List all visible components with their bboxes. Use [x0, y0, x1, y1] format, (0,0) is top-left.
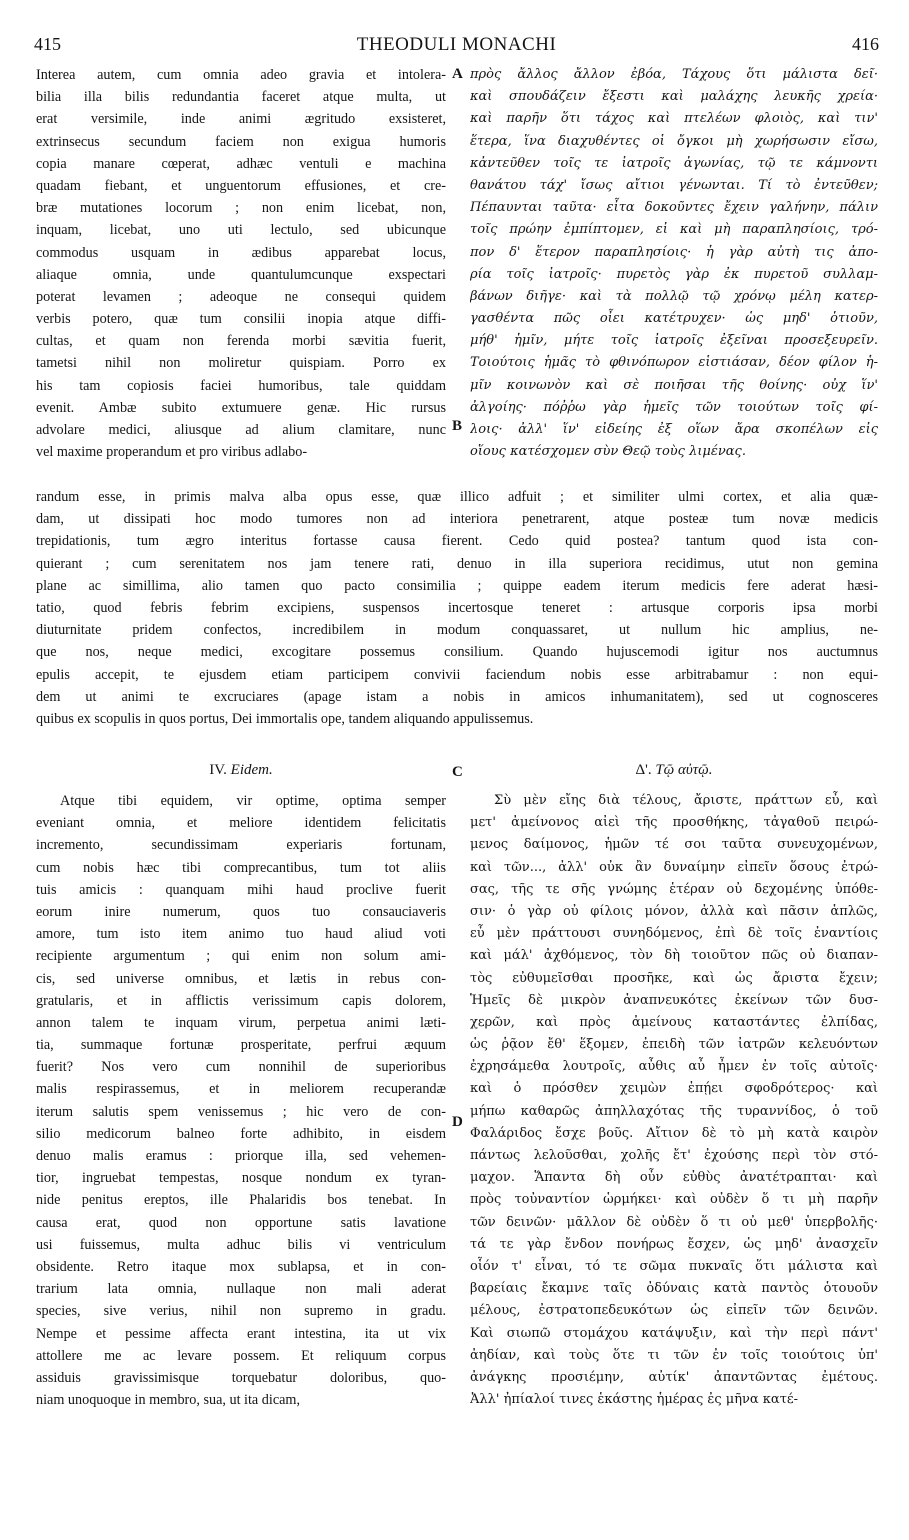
page-number-right: 416	[852, 34, 879, 54]
text-line: trepidationis, tum ægro interitus fortasse causa fierent. Cedo quid postea? tantum quod ista con-	[36, 533, 878, 550]
latin-column-bottom	[36, 790, 446, 1411]
text-line: extrinsecus secundum faciem non exigua humoris	[36, 133, 446, 150]
text-line: τὸς εὐθυμεῖσθαι προσῆκε, καὶ ὡς ἄριστα ἔχειν;	[470, 970, 878, 986]
text-line: ἕτερα, ἵνα διαχυθέντες οἱ ὄγκοι μὴ χωρήσωσιν εἴσω,	[470, 133, 878, 149]
running-title: THEODULI MONACHI	[356, 34, 557, 55]
text-line: καὶ παρῆν ὅτι τάχος καὶ πτελέων φλοιὸς, καὶ τιν'	[470, 111, 878, 127]
greek-column-bottom	[470, 790, 878, 1411]
text-line: Σὺ μὲν εἴης διὰ τέλους, ἄριστε, πράττων εὖ, καὶ	[494, 793, 878, 808]
letter-number-greek: Δ'.	[635, 762, 652, 778]
text-line: annon talem te inquam virum, perpetua animi læti-	[36, 1014, 446, 1031]
text-line: quibus ex scopulis in quos portus, Dei immortalis ope, tandem aliquando appulissemus.	[36, 710, 534, 727]
text-line: πάντως λελοῦσθαι, χολῆς ἔτ' ἐχούσης περὶ τὸν στό-	[470, 1148, 878, 1163]
text-line: πρὸς ἄλλος ἄλλον ἐβόα, Τάχους ὅτι μάλιστα δεῖ·	[470, 67, 878, 82]
text-line: poterat levamen ; adeoque ne consequi quidem	[36, 288, 446, 305]
text-line: τῶν δεινῶν· μᾶλλον δὲ οὐδὲν ὅ τι οὐ μεθ' ὑπερβολῆς·	[470, 1214, 878, 1230]
text-line: species, sive verius, nihil non supremo in gradu.	[36, 1303, 446, 1320]
text-line: μαχον. Ἅπαντα δὴ οὖν εὐθὺς ἀνατέτραπται· καὶ	[470, 1170, 878, 1186]
running-header	[34, 34, 879, 60]
text-line: obsidente. Retro itaque mox sublapsa, et in con-	[36, 1258, 446, 1275]
text-line: tametsi nihil non moliretur quispiam. Porro ex	[36, 355, 446, 372]
text-line: iterum salutis spem venissemus ; hic vero de con-	[36, 1103, 446, 1120]
text-line: amore, tum isto item animo tuo haud aliud voti	[36, 926, 446, 943]
text-line: nide penitus ereptos, ille Phalaridis bos tenebat. In	[36, 1192, 446, 1209]
text-line: que nos, neque medici, excogitare possemus consilium. Quando hujuscemodi igitur nos auctumnus	[36, 644, 878, 661]
latin-fullwidth-paragraph	[36, 486, 878, 730]
letter-addressee-latin: Eidem.	[230, 762, 273, 778]
text-line: dam, ut dissipati hoc modo tumores non ad interiora penetrarent, atque posteæ tum novæ medicis	[36, 511, 878, 528]
text-line: μῖν κοινωνὸν καὶ σὲ ποιῆσαι τῆς θοίνης· οὐχ ἵν'	[470, 377, 878, 393]
text-line: recipiente argumentum ; qui enim non solum ami-	[36, 948, 446, 965]
text-line: commodus usquam in ædibus apparebat locus,	[36, 244, 446, 261]
text-line: denuo malis eramus : priorque illa, sed vehemen-	[36, 1148, 446, 1164]
text-line: Ἡμεῖς δὲ μικρὸν ἀναπνευκότες ἐκείνων τῶν δυσ-	[470, 992, 878, 1008]
text-line: causa erat, quod non opportune satis lavatione	[36, 1214, 446, 1231]
text-line: Καὶ σιωπῶ στομάχου κατάψυξιν, καὶ τὴν περὶ πάντ'	[470, 1325, 878, 1341]
text-line: quierant ; cum serenitatem nos jam tenere rati, denuo in illa superiora recidimus, utut non gemina	[36, 555, 878, 572]
greek-column-top	[470, 64, 878, 463]
letter-heading-latin	[36, 762, 446, 779]
text-line: ἐχρησάμεθα λουτροῖς, αὖθις αὖ ἦμεν ἐν τοῖς αὐτοῖς·	[470, 1059, 878, 1075]
text-line: ἀλγοίης· πόῤῥω γὰρ ἡμεῖς τῶν τοιούτων τοῖς φί-	[470, 399, 878, 415]
text-line: μενος δαίμονος, ἡμῶν τέ σοι ταῦτα συνευχομένων,	[470, 837, 878, 853]
text-line: randum esse, in primis malva alba opus esse, quæ illico adfuit ; et similiter ulmi cortex, et alia quæ-	[36, 489, 878, 505]
text-line: verbis potero, quæ tum consilii inopia atque diffi-	[36, 311, 446, 328]
letter-addressee-greek: Τῷ αὐτῷ.	[655, 762, 713, 778]
text-line: βαρείαις ἔκαμνε ταῖς ὀδύναις κατὰ παντὸς ὁτουοῦν	[470, 1281, 878, 1297]
text-line: οἵους κατέσχομεν σὺν Θεῷ τοὺς λιμένας.	[470, 444, 746, 460]
text-line: καὶ τῶν..., ἀλλ' οὐκ ἂν δυναίμην εἰπεῖν ὅσους ἐτρώ-	[470, 859, 878, 875]
text-line: θανάτου τάχ' ἴσως αἴτιοι γένωνται. Τί τὸ ἐντεῦθεν;	[470, 177, 878, 193]
text-line: inquam, licebat, uno uti lectulo, sed ubicunque	[36, 222, 446, 239]
text-line: βάνων διῆγε· καὶ τὰ πολλῷ τῷ χρόνῳ μέλη κατερ-	[470, 288, 878, 304]
text-line: Ἀλλ' ἠπίαλοί τινες ἑκάστης ἡμέρας ἐς μῆνα κατέ-	[470, 1392, 799, 1408]
text-line: cultas, et quam non ferenda morbi sævitia fuerit,	[36, 333, 446, 350]
text-line: aliaque omnia, unde quantulumcunque exspectari	[36, 266, 446, 283]
text-line: niam unoquoque in membro, sua, ut ita dicam,	[36, 1392, 300, 1409]
text-line: λοις· ἀλλ' ἵν' εἰδείης ἐξ οἵων ἄρα σκοπέλων εἰς	[470, 422, 878, 437]
text-line: incremento, secundissimam experiaris fortunam,	[36, 837, 446, 854]
text-line: usi fuissemus, multa adhuc bilis vi ventriculum	[36, 1236, 446, 1253]
margin-marker-a: A	[452, 66, 463, 82]
text-line: silio medicorum balneo forte adhibito, in eisdem	[36, 1125, 446, 1142]
latin-column-top	[36, 64, 446, 463]
text-line: eveniant omnia, et meliore identidem felicitatis	[36, 815, 446, 832]
text-line: καὶ μάλ' ἀχθόμενος, τὸν δὴ τοιοῦτον πῶς οὐ διαπαν-	[470, 948, 878, 964]
text-line: Φαλάριδος ἔσχε βοῦς. Αἴτιον δὲ τὸ μὴ κατὰ καιρὸν	[470, 1125, 878, 1141]
text-line: μήθ' ἡμῖν, μήτε τοῖς ἰατροῖς ἐξεῖναι προσεξευρεῖν.	[470, 333, 878, 349]
text-line: fuerit? Nos vero cum nonnihil de superioribus	[36, 1059, 446, 1076]
text-line: evenit. Ambæ subito extumuere genæ. Hic rursus	[36, 399, 446, 416]
text-line: σιν· ὁ γὰρ οὐ φίλοις μόνον, ἀλλὰ καὶ πᾶσιν ἁπλῶς,	[470, 903, 878, 919]
text-line: μέλους, ἐστρατοπεδευκότων ὡς εἰπεῖν τῶν δεινῶν.	[470, 1303, 878, 1319]
text-line: Πέπαυνται ταῦτα· εἶτα δοκοῦντες ἔχειν γαλήνην, πάλιν	[470, 200, 878, 216]
text-line: advolare medici, aliusque ad alium clamitare, nunc	[36, 422, 446, 438]
text-line: eorum inire numerum, quos tuo consauciaveris	[36, 903, 446, 920]
text-line: assiduis gravissimisque torquebatur doloribus, quo-	[36, 1369, 446, 1386]
letter-heading-greek	[470, 762, 878, 779]
margin-marker-c: C	[452, 764, 463, 780]
margin-marker-d: D	[452, 1114, 463, 1130]
text-line: μήπω καθαρῶς ἀπηλλαχότας τῆς τυραννίδος, ὁ τοῦ	[470, 1103, 878, 1119]
text-line: tior, ingruebat tempestas, nosque nondum ex tyran-	[36, 1170, 446, 1187]
text-line: gratularis, et in afflictis verissimum capis dolorem,	[36, 992, 446, 1009]
text-line: γασθέντα πῶς οἶει κατέτρυχεν· ὡς μηδ' ὁτιοῦν,	[470, 311, 878, 327]
text-line: quadam fiebant, et unguentorum effusiones, et cre-	[36, 177, 446, 194]
text-line: πον δ' ἕτερον παραπλησίοις· ἡ γὰρ αὐτὴ τις ἀπο-	[470, 244, 878, 260]
text-line: bræ mutationes locorum ; non enim licebat, non,	[36, 200, 446, 217]
text-line: ἀηδίαν, καὶ τοὺς ὅτε τι τῶν ἐν τοῖς τοιούτοις ὑπ'	[470, 1347, 878, 1363]
text-line: Interea autem, cum omnia adeo gravia et intolera-	[36, 67, 446, 83]
text-line: ρία τοῖς ἰατροῖς· πυρετὸς γὰρ ἐκ πυρετοῦ συλλαμ-	[470, 266, 878, 282]
text-line: εὖ μὲν πράττουσι συνηδόμενος, ἐπὶ δὲ τοῖς ἐναντίοις	[470, 926, 878, 942]
text-line: τοῖς πρώην ἐμπίπτομεν, εἰ καὶ μὴ παραπλησίοις, τρό-	[470, 222, 878, 238]
letter-number-latin: IV.	[209, 762, 227, 778]
text-line: μετ' ἀμείνονος αἰεὶ τῆς προσθήκης, τἀγαθοῦ πειρώ-	[470, 815, 878, 831]
text-line: his tam copiosis faciei humoribus, tale quiddam	[36, 377, 446, 394]
text-line: οἷόν τ' εἶναι, τό τε σῶμα πυκναῖς ὅτι μάλιστα καὶ	[470, 1258, 878, 1274]
text-line: ὡς ῥᾷον ἔθ' ἕξομεν, ἐπειδὴ τῶν ἰατρῶν κελευόντων	[470, 1037, 878, 1053]
text-line: copia manare cœperat, adhæc ventuli e machina	[36, 155, 446, 172]
page-number-left: 415	[34, 34, 61, 54]
text-line: epulis accepit, te ejusdem etiam participem convivii faciendum nobis esse arbitrabamur : non equi-	[36, 666, 878, 683]
margin-marker-b: B	[452, 418, 463, 434]
text-line: σας, τῆς τε σῆς γνώμης ἑτέραν οὐ δεχομένης ὑπόθε-	[470, 881, 878, 897]
text-line: erat versimile, inde animi ægritudo exsisteret,	[36, 111, 446, 128]
text-line: diuturnitate pridem confectos, incredibilem in modum conquassaret, ut nullum hic amplius, ne-	[36, 622, 878, 639]
text-line: cum nobis hæc tibi comprecantibus, tum tot aliis	[36, 859, 446, 876]
text-line: vel maxime properandum et pro viribus adlabo-	[36, 444, 308, 461]
text-line: πρὸς τοὐναντίον ὡρμήκει· καὶ οὐδὲν ὅ τι μὴ παρῆν	[470, 1192, 878, 1208]
text-line: malis respirassemus, et in meliorem recuperandæ	[36, 1081, 446, 1098]
text-line: Τοιούτοις ἡμᾶς τὸ φθινόπωρον εἱστιάσαν, δέον φίλον ἡ-	[470, 355, 878, 371]
text-line: τά τε γὰρ ἔνδον πονήρως ἔσχεν, ὡς μηδ' ἀνασχεῖν	[470, 1236, 878, 1252]
text-line: χερῶν, καὶ πρὸς ἀμείνους καταστάντες ἐλπίδας,	[470, 1014, 878, 1030]
text-line: tuis amicis : quanquam mihi haud proclive fuerit	[36, 881, 446, 898]
text-line: ἀνάγκης προσιέμην, αὐτίκ' ἀπαντῶντας ἐμέτους.	[470, 1369, 878, 1385]
text-line: plane ac simillima, alio tamen quo pacto consimilia ; quippe eadem iterum medicis fere aderat hæsi-	[36, 577, 878, 594]
text-line: dem ut animi te excruciares (apage istam a nobis in amicos inhumanitatem), sed ut cognosceres	[36, 688, 878, 705]
text-line: καὶ ὁ πρόσθεν χειμὼν ἐπῄει σφοδρότερος· καὶ	[470, 1081, 878, 1097]
text-line: tatio, quod febris febrim excipiens, suspensos incertosque teneret : artusque corporis ipsa morbi	[36, 599, 878, 616]
text-line: trarium lata omnia, nullaque non mali aderat	[36, 1281, 446, 1298]
text-line: tia, summaque fortunæ prosperitate, perfrui æquum	[36, 1037, 446, 1054]
text-line: Atque tibi equidem, vir optime, optima semper	[60, 793, 446, 809]
text-line: cis, sed universe omnibus, et lætis in rebus con-	[36, 970, 446, 987]
text-line: bilia illa bilis redundantia faceret atque multa, ut	[36, 89, 446, 106]
text-line: κἀντεῦθεν τοῖς τε ἰατροῖς ἀγωνίας, τῷ τε κάμνοντι	[470, 155, 878, 171]
text-line: Nempe et pessime affecta erant intestina, ita ut vix	[36, 1325, 446, 1342]
text-line: καὶ σπουδάζειν ἔξεστι καὶ μαλάχης λευκῆς χρεία·	[470, 89, 878, 105]
text-line: attollere me ac levare possem. Et reliquum corpus	[36, 1347, 446, 1364]
